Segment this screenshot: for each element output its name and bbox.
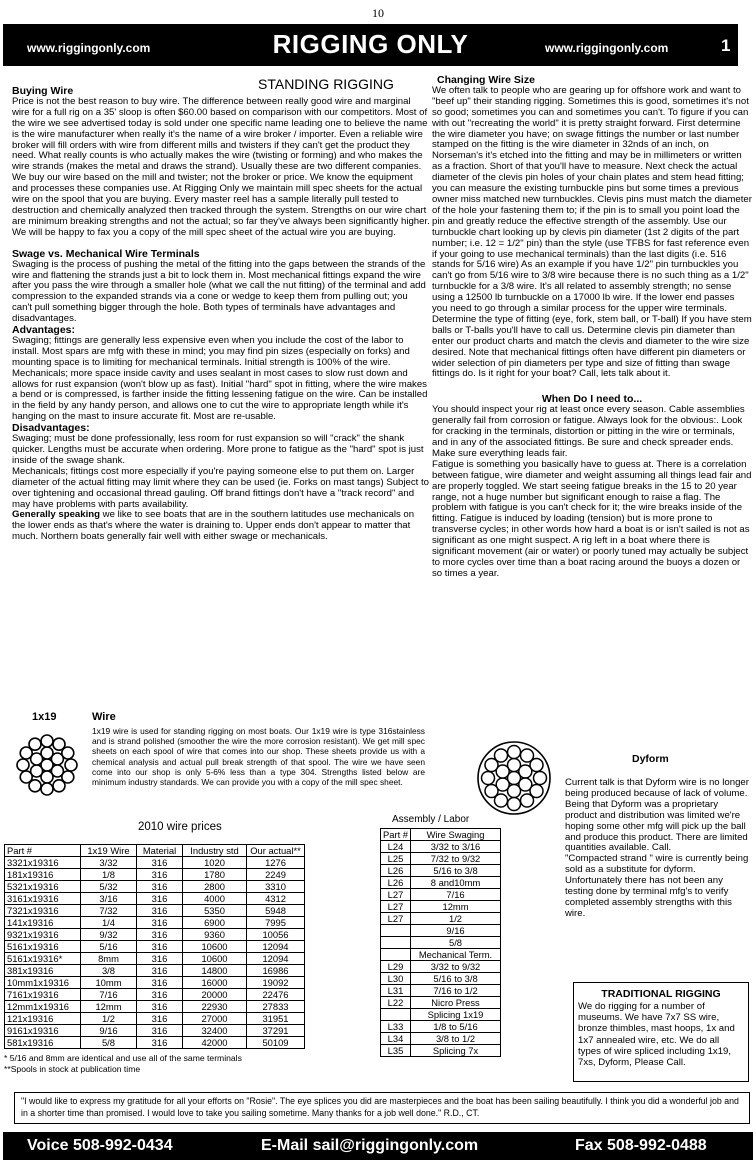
prices-cell: 5350 (183, 905, 247, 917)
testimonial-box (14, 1092, 750, 1124)
assembly-header-cell: Wire Swaging (411, 829, 501, 841)
prices-cell: 181x19316 (5, 869, 81, 881)
table-row (5, 1025, 305, 1037)
assembly-cell: 1/2 (411, 913, 501, 925)
prices-cell: 121x19316 (5, 1013, 81, 1025)
assembly-cell: L35 (381, 1045, 411, 1057)
table-row (5, 989, 305, 1001)
prices-cell: 9360 (183, 929, 247, 941)
advantages-swaging: Swaging; fittings are generally less expensive even when you include the cost of the labor to install. Most spars are mfg with these in mind; you may find pin sizes (especially on forks) and mounting space is to limiting for mechanical terminals. Initial strength is 100% of the wire. (12, 334, 410, 368)
table-row (381, 853, 501, 865)
table-row (5, 1001, 305, 1013)
prices-cell: 27000 (183, 1013, 247, 1025)
prices-cell: 16000 (183, 977, 247, 989)
prices-cell: 12mm1x19316 (5, 1001, 81, 1013)
assembly-cell: Nicro Press (411, 997, 501, 1009)
disadvantages-swaging: Swaging; must be done professionally, less room for rust expansion so will "crack" the shank quicker. Lengths must be accurate when ordering. More prone to fatigue as the "hard" spot is just inside of the swage shank. (12, 433, 424, 466)
prices-cell: 32400 (183, 1025, 247, 1037)
prices-cell: 10mm1x19316 (5, 977, 81, 989)
prices-cell: 7/32 (81, 905, 137, 917)
table-row (381, 937, 501, 949)
prices-cell: 3/32 (81, 857, 137, 869)
assembly-cell (381, 1009, 411, 1021)
prices-cell: 316 (137, 929, 183, 941)
dyform-heading: Dyform (632, 753, 669, 765)
assembly-cell: 5/16 to 3/8 (411, 973, 501, 985)
assembly-cell: 9/16 (411, 925, 501, 937)
assembly-table (380, 828, 501, 1057)
prices-cell: 1/2 (81, 1013, 137, 1025)
assembly-cell: L30 (381, 973, 411, 985)
prices-cell: 1276 (247, 857, 305, 869)
assembly-cell: 3/32 to 3/16 (411, 841, 501, 853)
assembly-cell: L26 (381, 877, 411, 889)
prices-cell: 316 (137, 893, 183, 905)
prices-cell: 5161x19316 (5, 941, 81, 953)
prices-cell: 5/8 (81, 1037, 137, 1049)
prices-cell: 10600 (183, 941, 247, 953)
table-row (381, 925, 501, 937)
table-row (5, 881, 305, 893)
header-page: 1 (721, 36, 731, 55)
prices-cell: 4000 (183, 893, 247, 905)
prices-cell: 316 (137, 953, 183, 965)
prices-cell: 4312 (247, 893, 305, 905)
generally-text: we like to see boats that are in the southern latitudes use mechanicals on the lower ends as that's where the water is draining to. Upper ends don't appear to matter that much. Northern boats generally fair well with either swage or mechanicals. (12, 509, 415, 543)
assembly-cell: L24 (381, 841, 411, 853)
table-row (5, 905, 305, 917)
prices-cell: 3/16 (81, 893, 137, 905)
generally-paragraph (12, 510, 430, 543)
prices-cell: 2249 (247, 869, 305, 881)
assembly-cell: 7/32 to 9/32 (411, 853, 501, 865)
prices-cell: 16986 (247, 965, 305, 977)
prices-cell: 316 (137, 869, 183, 881)
prices-cell: 9/32 (81, 929, 137, 941)
prices-header-cell: 1x19 Wire (81, 845, 137, 857)
prices-cell: 12094 (247, 941, 305, 953)
table-row (381, 997, 501, 1009)
prices-cell: 316 (137, 965, 183, 977)
table-row (381, 1033, 501, 1045)
assembly-cell: Splicing 1x19 (411, 1009, 501, 1021)
prices-cell: 3321x19316 (5, 857, 81, 869)
prices-cell: 581x19316 (5, 1037, 81, 1049)
prices-cell: 316 (137, 881, 183, 893)
swage-text: Swaging is the process of pushing the metal of the fitting into the gaps between the strands of the wire and flattening the strands just a bit to lock them in. Most mechanical fittings expand the wire after you pass the wire through a smaller hole (what we call the nut fitting) of the terminal and add compression to the expanded strands via a cone or wedge to keep them from pulling out; you can't pull something bigger through the hole. Both types of terminals have advantages and disadvantages. (12, 258, 426, 325)
prices-note-2: **Spools in stock at publication time (4, 1064, 141, 1074)
traditional-rigging-box (573, 982, 749, 1082)
header-title: RIGGING ONLY (272, 29, 469, 59)
when-heading: When Do I need to... (541, 393, 643, 406)
assembly-cell: 1/8 to 5/16 (411, 1021, 501, 1033)
table-row (5, 953, 305, 965)
table-row (381, 865, 501, 877)
assembly-cell: 7/16 to 1/2 (411, 985, 501, 997)
assembly-cell: 8 and10mm (411, 877, 501, 889)
footer-banner (3, 1132, 753, 1160)
prices-cell: 7321x19316 (5, 905, 81, 917)
assembly-cell: L33 (381, 1021, 411, 1033)
prices-cell: 316 (137, 989, 183, 1001)
assembly-cell (381, 925, 411, 937)
table-row (5, 857, 305, 869)
prices-cell: 50109 (247, 1037, 305, 1049)
footer-email[interactable]: E-Mail sail@riggingonly.com (261, 1137, 479, 1154)
prices-cell: 12094 (247, 953, 305, 965)
table-row (5, 929, 305, 941)
prices-cell: 5321x19316 (5, 881, 81, 893)
testimonial-text: "I would like to express my gratitude for all your efforts on "Rosie". The eye splices you did are masterpieces and the boat has been sailing beautifully. I think you did a wonderful job and in a shorter time than promised. I would love to take you sailing sometime. Many thanks for a job well done." R.D., CT. (21, 1096, 739, 1118)
header-url-left[interactable]: www.riggingonly.com (27, 41, 151, 55)
table-row (5, 965, 305, 977)
table-row (5, 893, 305, 905)
buying-text: Price is not the best reason to buy wire. The difference between really good wire and marginal wire for a full rig on a 35' sloop is often $60.00 based on comparison with our competitors. Most of the wire we see advertised today is sold under one specific name leading one to believe the name is the wire manufacturer when really it's the name of a wire broker / importer. Even a reliable wire broker will fill orders with wire from different mills and twisters if they can't get the product they need. What really counts is who actually makes the wire (twisting or forming) and who makes the wire strands (makes the metal and draws the strand). Usually these are two different companies. We buy our wire based on the mill and twister; not the broker or price. We know the equipment and processes these companies use. At Rigging Only we maintain mill spec sheets for the actual wire on the spool that you are buying. Every master reel has a sample literally pull tested to destruction and chemically analyzed then tracked through the system. Strengths on our wire chart are minimum breaking strengths and not the actual; so far they've always been significantly higher. We will be happy to fax you a copy of the mill spec sheet of the actual wire you are buying. (12, 95, 430, 238)
prices-cell: 10mm (81, 977, 137, 989)
table-row (381, 985, 501, 997)
table-row (5, 1013, 305, 1025)
prices-cell: 7/16 (81, 989, 137, 1001)
prices-header-row (5, 845, 305, 857)
prices-notes (4, 1053, 304, 1075)
prices-cell: 1020 (183, 857, 247, 869)
prices-cell: 7161x19316 (5, 989, 81, 1001)
assembly-cell: 7/16 (411, 889, 501, 901)
prices-cell: 8mm (81, 953, 137, 965)
assembly-cell (381, 937, 411, 949)
prices-cell: 1780 (183, 869, 247, 881)
prices-cell: 5/32 (81, 881, 137, 893)
wire-heading: Wire (92, 711, 116, 723)
prices-cell: 316 (137, 977, 183, 989)
advantages-heading: Advantages: (12, 324, 76, 337)
assembly-cell: 3/8 to 1/2 (411, 1033, 501, 1045)
buying-heading: Buying Wire (12, 85, 74, 97)
assembly-cell (381, 949, 411, 961)
assembly-cell: L27 (381, 889, 411, 901)
table-row (381, 913, 501, 925)
right-column (432, 75, 752, 580)
table-row (5, 977, 305, 989)
prices-cell: 20000 (183, 989, 247, 1001)
swage-heading: Swage vs. Mechanical Wire Terminals (12, 247, 200, 260)
changing-text: We often talk to people who are gearing up for offshore work and want to "beef up" their standing rigging. Sometimes this is good, sometimes it's not so good; sometimes you can and sometimes you can't. To figure if you can with out "recreating the world" it is pretty straight forward. First determine the wire diameter you have; on swage fittings the number or last number stamped on the fitting is the wire diameter in 32nds of an inch, on Norseman's it's etched into the fitting and may be in millimeters or written as a fraction. Short of that you'll have to measure. Next check the actual diameter of the clevis pin holes of your chain plates and stem head fitting; you can measure the existing turnbuckle pins but some times a previous owner miss matched new turnbuckles. Clevis pins must match the diameter of the hole your fastening them to; if the pin is to small you point load the pin and greatly reduce the effective strength of the assembly. Use our turnbuckle chart looking up by clevis pin diameter (1st 2 digits of the part number; i.e. 12 = 1/2" pin) than the style (use TFBS for fast reference even if your going to use mechanical terminals) than the last digits (i.e. 516 stands for 5/16 wire) As an example if you have 1/2" pin turnbuckles you can't go from 5/16 wire to 3/8 wire because there is no such thing as a 1/2" turnbuckle for a 3/8 wire. It's all related to assembly strength; no sense using a 12500 lb turnbuckle on a 17000 lb wire. If the lower end passes you need to go through a similar process for the upper wire terminals. Determine the type of fitting (eye, fork, stem ball, or T-ball) If you have stem balls or T-balls you'll have to call us. Determine clevis pin diameter than enter our product charts and match the clevis and diameter to the wire size desired. Note that mechanical fittings often have different pin diameters or wider selection of pin diameters per type and size of fitting than swage fittings do. Is it right for your boat? Call, lets talk about it. (432, 84, 752, 380)
assembly-header-cell: Part # (381, 829, 411, 841)
prices-cell: 6900 (183, 917, 247, 929)
prices-cell: 31951 (247, 1013, 305, 1025)
prices-cell: 316 (137, 917, 183, 929)
table-row (381, 949, 501, 961)
prices-cell: 141x19316 (5, 917, 81, 929)
table-row (5, 917, 305, 929)
prices-cell: 3161x19316 (5, 893, 81, 905)
prices-header-cell: Our actual** (247, 845, 305, 857)
assembly-cell: 3/32 to 9/32 (411, 961, 501, 973)
prices-header-cell: Industry std (183, 845, 247, 857)
prices-cell: 316 (137, 857, 183, 869)
assembly-cell: Mechanical Term. (411, 949, 501, 961)
footer-fax: Fax 508-992-0488 (575, 1137, 707, 1154)
prices-cell: 5/16 (81, 941, 137, 953)
advantages-mechanical: Mechanicals; more space inside cavity and uses sealant in most cases to slow rust down and allows for rust expansion (won't blow up as fast). Initial "hard" spot in fitting, where the wire makes a bend or is compressed, is farther inside the fitting lessening fatigue on the wire. Can be installed in the field by any handy person, and allows one to cut the wire to appropriate length while it's hanging on the mast to insure accurate fit. Most are re-usable. (12, 367, 428, 423)
prices-note-1: * 5/16 and 8mm are identical and use all of the same terminals (4, 1053, 242, 1063)
label-1x19: 1x19 (32, 711, 57, 723)
page-number: 10 (372, 6, 384, 20)
assembly-cell: L29 (381, 961, 411, 973)
wire-text: 1x19 wire is used for standing rigging on most boats. Our 1x19 wire is type 316stainless and is strand polished (smoother the wire the more corrosion resistant). We get mill spec sheets on each spool of wire that comes into our shop. These sheets provide us with a chemical analysis and actual pull break strength of that spool. The wire we have seen come into our shop is only 5-6% less than a type 304. Strengths listed below are minimum industry standards. We can provide you with a copy of the mill spec sheet. (92, 726, 425, 788)
prices-cell: 10056 (247, 929, 305, 941)
prices-cell: 316 (137, 941, 183, 953)
table-row (381, 1021, 501, 1033)
prices-cell: 10600 (183, 953, 247, 965)
table-row (381, 841, 501, 853)
footer-voice: Voice 508-992-0434 (27, 1137, 173, 1154)
left-column (12, 86, 430, 543)
prices-cell: 42000 (183, 1037, 247, 1049)
prices-cell: 9161x19316 (5, 1025, 81, 1037)
assembly-cell: L34 (381, 1033, 411, 1045)
prices-cell: 2800 (183, 881, 247, 893)
assembly-cell: L31 (381, 985, 411, 997)
table-row (381, 973, 501, 985)
wire-1x19-cross-section-icon (12, 730, 82, 800)
prices-cell: 9321x19316 (5, 929, 81, 941)
disadvantages-mechanical: Mechanicals; fittings cost more especially if you're paying someone else to put them on. Larger diameter of the actual fitting may limit where they can be used (ie. Forks on mast tangs) Subject to over tightening and occasional thread gauling. Off brand fittings don't have a "track record" and may have problems with parts availability. (12, 465, 429, 510)
table-row (381, 1009, 501, 1021)
assembly-cell: 12mm (411, 901, 501, 913)
table-row (381, 961, 501, 973)
prices-cell: 27833 (247, 1001, 305, 1013)
prices-cell: 19092 (247, 977, 305, 989)
prices-cell: 7995 (247, 917, 305, 929)
assembly-cell: L27 (381, 901, 411, 913)
table-row (381, 1045, 501, 1057)
prices-cell: 3310 (247, 881, 305, 893)
table-row (5, 1037, 305, 1049)
prices-cell: 1/8 (81, 869, 137, 881)
prices-cell: 316 (137, 1001, 183, 1013)
disadvantages-heading: Disadvantages: (12, 422, 90, 435)
assembly-cell: L26 (381, 865, 411, 877)
assembly-cell: L27 (381, 913, 411, 925)
generally-heading: Generally speaking (12, 509, 100, 521)
dyform-text (565, 778, 751, 920)
assembly-cell: Splicing 7x (411, 1045, 501, 1057)
table-row (5, 869, 305, 881)
prices-cell: 22476 (247, 989, 305, 1001)
prices-cell: 316 (137, 905, 183, 917)
assembly-cell: L25 (381, 853, 411, 865)
assembly-cell: 5/8 (411, 937, 501, 949)
prices-table (4, 844, 305, 1049)
traditional-heading: TRADITIONAL RIGGING (601, 988, 721, 1000)
assembly-cell: L22 (381, 997, 411, 1009)
prices-cell: 5161x19316* (5, 953, 81, 965)
prices-cell: 5948 (247, 905, 305, 917)
table-row (5, 941, 305, 953)
prices-cell: 316 (137, 1025, 183, 1037)
prices-cell: 14800 (183, 965, 247, 977)
header-url-right[interactable]: www.riggingonly.com (545, 41, 669, 55)
prices-cell: 1/4 (81, 917, 137, 929)
table-row (381, 877, 501, 889)
dyform-text-1: Current talk is that Dyform wire is no longer being produced because of lack of volume. Being that Dyform was a proprietary product and distribution was limited we're hoping some other mfg will pick up the ball and produce this product. There are limited quantities available. Call. (565, 777, 749, 854)
changing-heading: Changing Wire Size (437, 74, 535, 86)
table-row (381, 901, 501, 913)
prices-cell: 37291 (247, 1025, 305, 1037)
fatigue-text: Fatigue is something you basically have to guess at. There is a correlation between fatigue, wire diameter and weight assuming all things lead fair and are properly toggled. We start seeing fatigue breaks in the 15 to 20 year range, not a huge number but significant enough to raise a flag. The problem with fatigue is you can't check for it; the wire breaks inside of the fitting. Fatigue is induced by loading (tension) but is more prone to transverse cycles; in other words how hard a boat is or isn't sailed is not as significant as one might suspect. A rig left in a boat where there is significant movement (air or water) or poorly tuned may actually be subject to more cycles over time than a boat racing around the buoys a dozen or so times a year. (432, 458, 752, 579)
dyform-text-2: "Compacted strand " wire is currently being sold as a substitute for dyform. Unfortunately there has not been any testing done by terminal mfg's to verify completed assembly strengths with this wire. (565, 853, 749, 919)
assembly-cell: 5/16 to 3/8 (411, 865, 501, 877)
table-row (381, 889, 501, 901)
traditional-text: We do rigging for a number of museums. We have 7x7 SS wire, bronze thimbles, mast hoops, 1x and 1x7 annealed wire, etc. We do all types of wire spliced including 1x19, 7xs, Dyform, Please Call. (578, 1001, 735, 1069)
when-text: You should inspect your rig at least once every season. Cable assemblies generally fail from corrosion or fatigue. Always look for the obvious:. Look for cracking in the terminals, distortion or pitting in the wire or terminals, and in any of the associated fittings. Be sure and check spreader ends. Make sure everything leads fair. (432, 404, 745, 459)
prices-cell: 9/16 (81, 1025, 137, 1037)
section-title: STANDING RIGGING (258, 76, 394, 92)
prices-cell: 316 (137, 1037, 183, 1049)
prices-header-cell: Material (137, 845, 183, 857)
prices-cell: 3/8 (81, 965, 137, 977)
prices-cell: 316 (137, 1013, 183, 1025)
header-banner (3, 24, 738, 66)
prices-header-cell: Part # (5, 845, 81, 857)
prices-title: 2010 wire prices (138, 821, 222, 833)
prices-cell: 22930 (183, 1001, 247, 1013)
prices-cell: 381x19316 (5, 965, 81, 977)
assembly-title: Assembly / Labor (392, 814, 470, 825)
prices-cell: 12mm (81, 1001, 137, 1013)
assembly-header-row (381, 829, 501, 841)
dyform-wire-cross-section-icon (476, 740, 552, 816)
